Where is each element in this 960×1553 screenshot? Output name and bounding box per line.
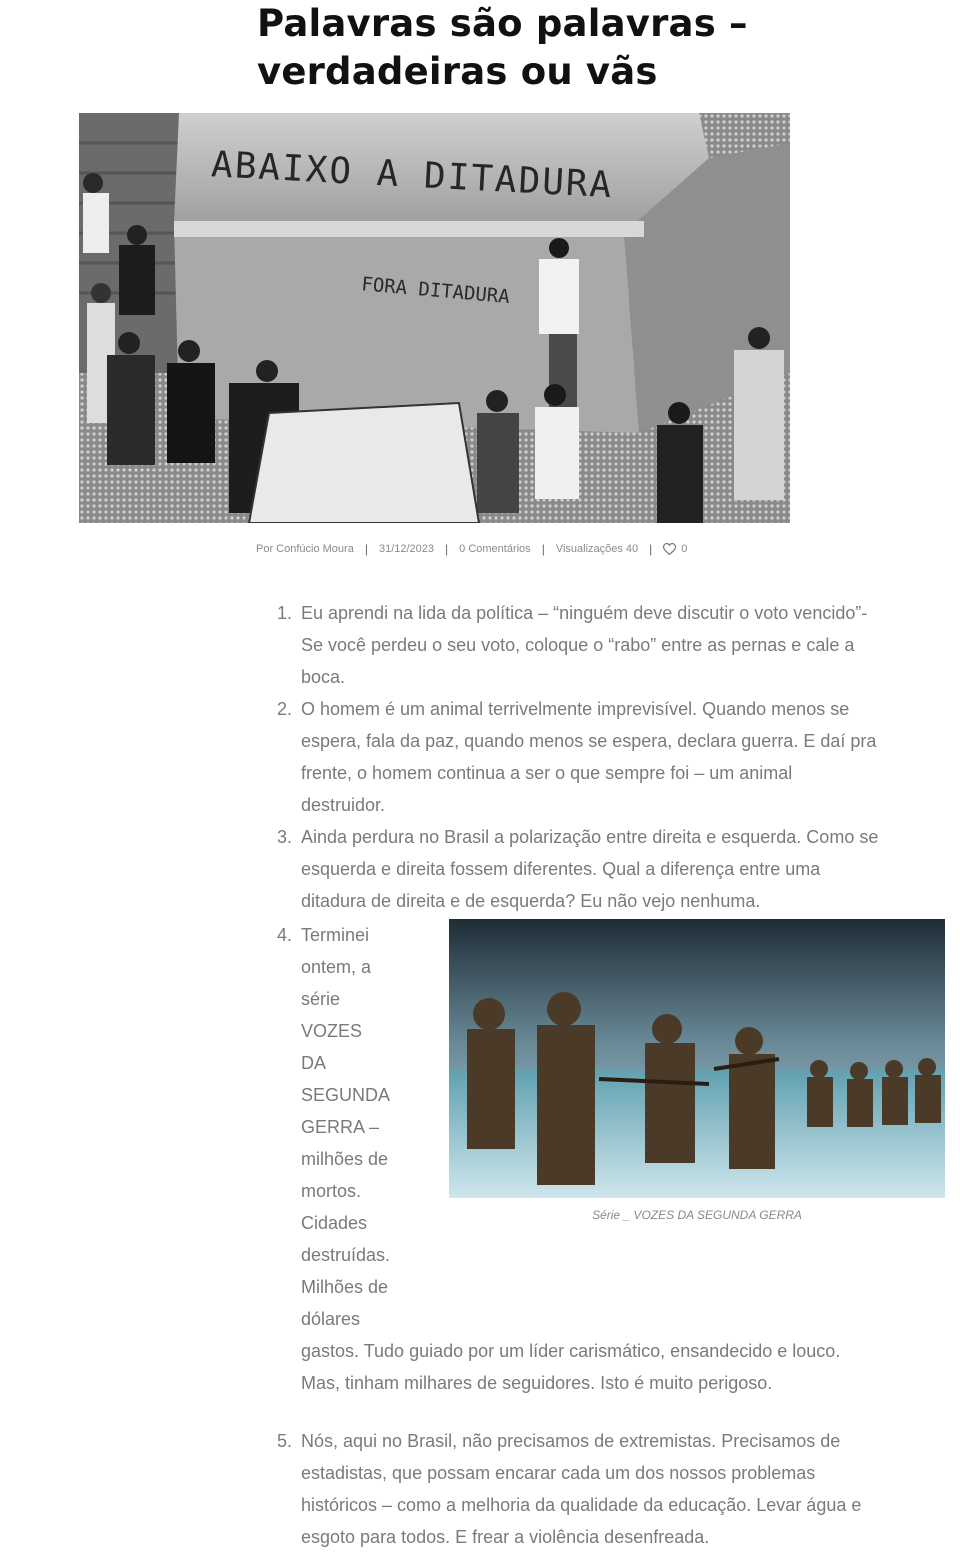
- wrapped-text: [301, 919, 401, 1335]
- list-text-line: Se você perdeu o seu voto, coloque o “rabo” entre as pernas e cale a: [301, 635, 855, 655]
- list-text-line: Ainda perdura no Brasil a polarização entre direita e esquerda. Como se: [301, 827, 879, 847]
- list-text-line: Cidades: [301, 1213, 368, 1233]
- list-text-line: históricos – como a melhoria da qualidade da educação. Levar água e: [301, 1495, 862, 1515]
- heart-icon: [663, 543, 676, 555]
- list-text-line: espera, fala da paz, quando menos se espera, declara guerra. E daí pra: [301, 731, 877, 751]
- list-text-line: Milhões de: [301, 1277, 389, 1297]
- meta-separator: |: [364, 542, 368, 556]
- photo-soldiers: [449, 919, 945, 1198]
- list-text-line: Terminei: [301, 925, 370, 945]
- meta-date: 31/12/2023: [378, 543, 435, 555]
- graffiti-fora-ditadura: FORA DITADURA: [360, 273, 511, 309]
- list-item: [270, 1425, 950, 1553]
- list-text-line: SEGUNDA: [301, 1085, 391, 1105]
- hero-photo-protest: [79, 113, 790, 523]
- list-text-line: GERRA –: [301, 1117, 380, 1137]
- hero-image: [79, 113, 790, 523]
- list-text-line: ontem, a: [301, 957, 372, 977]
- list-text-line: DA: [301, 1053, 327, 1073]
- list-text-line: gastos. Tudo guiado por um líder carismático, ensandecido e louco.: [301, 1341, 841, 1361]
- list-text-line: destruídas.: [301, 1245, 391, 1265]
- title-line-1: Palavras são palavras –: [257, 2, 748, 45]
- list-number: 1.: [277, 603, 293, 623]
- like-count: 0: [681, 543, 688, 555]
- like-button[interactable]: [663, 543, 687, 555]
- list-text-line: série VOZES: [301, 989, 363, 1041]
- list-number: 5.: [277, 1431, 293, 1451]
- list-text-line: frente, o homem continua a ser o que sempre foi – um animal: [301, 763, 793, 783]
- list-number: 2.: [277, 699, 293, 719]
- figure-voices-series: [449, 919, 945, 1223]
- meta-separator: |: [445, 542, 449, 556]
- title-line-2: verdadeiras ou vãs: [257, 50, 658, 93]
- list-item: [270, 597, 950, 693]
- meta-separator: |: [649, 542, 653, 556]
- list-text-line: Nós, aqui no Brasil, não precisamos de extremistas. Precisamos de: [301, 1431, 841, 1451]
- meta-separator: |: [541, 542, 545, 556]
- meta-author[interactable]: Por Confúcio Moura: [256, 543, 354, 555]
- list-text-line: ditadura de direita e de esquerda? Eu não vejo nenhuma.: [301, 891, 761, 911]
- list-text-line: destruidor.: [301, 795, 386, 815]
- list-text-line: dólares: [301, 1309, 361, 1329]
- list-text-line: O homem é um animal terrivelmente imprevisível. Quando menos se: [301, 699, 850, 719]
- post-meta: [256, 540, 687, 558]
- list-item: [270, 919, 950, 1399]
- meta-comments[interactable]: 0 Comentários: [459, 543, 531, 555]
- list-text-line: Mas, tinham milhares de seguidores. Isto é muito perigoso.: [301, 1373, 773, 1393]
- list-number: 4.: [277, 925, 293, 945]
- figure-caption: Série _ VOZES DA SEGUNDA GERRA: [592, 1208, 802, 1222]
- list-item: [270, 693, 950, 821]
- list-text-line: mortos.: [301, 1181, 362, 1201]
- list-text-line: esgoto para todos. E frear a violência desenfreada.: [301, 1527, 710, 1547]
- list-text-line: boca.: [301, 667, 346, 687]
- list-item: [270, 821, 950, 917]
- article-title: [257, 0, 897, 96]
- list-text-line: esquerda e direita fossem diferentes. Qual a diferença entre uma: [301, 859, 821, 879]
- list-number: 3.: [277, 827, 293, 847]
- list-text-line: estadistas, que possam encarar cada um dos nossos problemas: [301, 1463, 816, 1483]
- article-body: [270, 597, 950, 1553]
- meta-views: Visualizações 40: [555, 543, 639, 555]
- list-text-line: milhões de: [301, 1149, 389, 1169]
- soldiers-wading-photo: [449, 919, 945, 1198]
- graffiti-abaixo-a-ditadura: ABAIXO A DITADURA: [210, 144, 615, 207]
- list-text-line: Eu aprendi na lida da política – “ninguém deve discutir o voto vencido”-: [301, 603, 868, 623]
